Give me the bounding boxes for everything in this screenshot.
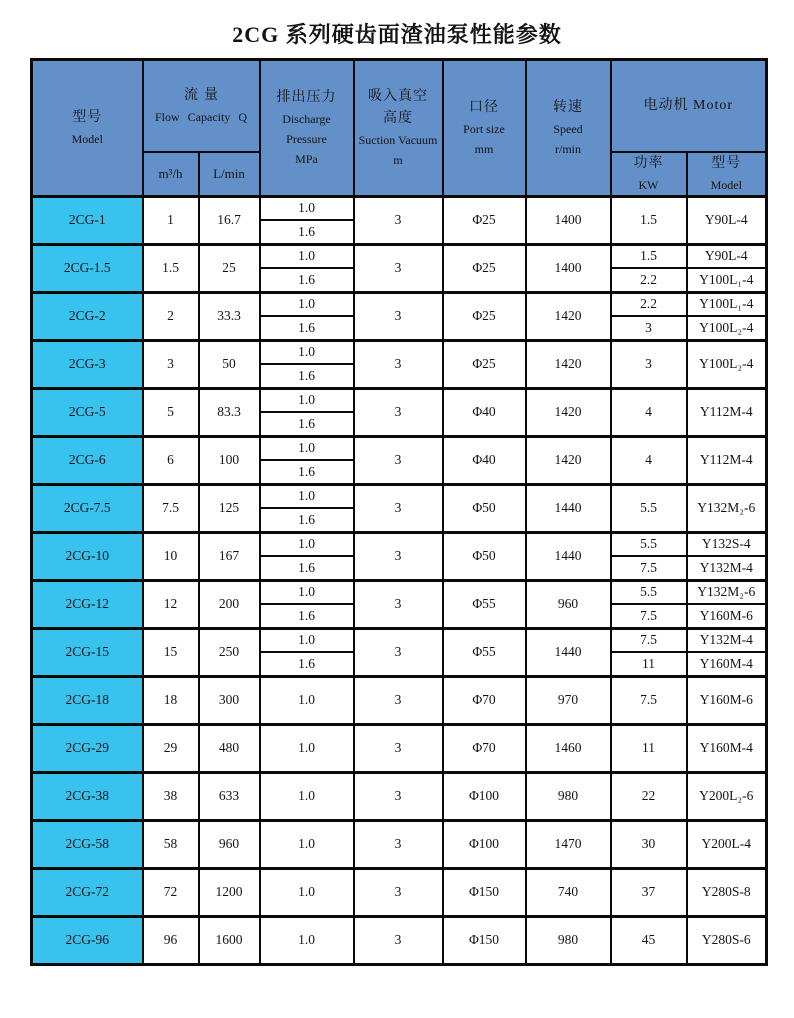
table-row xyxy=(32,388,767,412)
port-cell: Φ25 xyxy=(443,340,526,388)
pressure-cell: 1.0 xyxy=(260,292,354,316)
header-line: Port size xyxy=(463,121,505,136)
motor-model-cell: Y280S-8 xyxy=(687,868,767,916)
port-cell: Φ50 xyxy=(443,484,526,532)
model-cell: 2CG-96 xyxy=(32,916,143,964)
power-cell: 5.5 xyxy=(611,484,687,532)
power-cell: 37 xyxy=(611,868,687,916)
col-header-port-size xyxy=(443,60,526,197)
port-cell: Φ40 xyxy=(443,388,526,436)
col-header-motor-power xyxy=(611,152,687,197)
flow-lmin-cell: 167 xyxy=(199,532,260,580)
table-row xyxy=(32,340,767,364)
suction-cell: 3 xyxy=(354,436,443,484)
port-cell: Φ50 xyxy=(443,532,526,580)
flow-lmin-cell: 300 xyxy=(199,676,260,724)
pressure-cell: 1.0 xyxy=(260,868,354,916)
model-cell: 2CG-38 xyxy=(32,772,143,820)
model-cell: 2CG-3 xyxy=(32,340,143,388)
port-cell: Φ25 xyxy=(443,196,526,244)
flow-lmin-cell: 83.3 xyxy=(199,388,260,436)
power-cell: 3 xyxy=(611,340,687,388)
power-cell: 22 xyxy=(611,772,687,820)
speed-cell: 1400 xyxy=(526,196,611,244)
page-title: 2CG 系列硬齿面渣油泵性能参数 xyxy=(232,22,562,47)
speed-cell: 1420 xyxy=(526,340,611,388)
motor-model-cell: Y112M-4 xyxy=(687,436,767,484)
table-row xyxy=(32,532,767,556)
pressure-cell: 1.6 xyxy=(260,268,354,292)
flow-m3h-cell: 12 xyxy=(143,580,199,628)
col-header-discharge-pressure xyxy=(260,60,354,197)
power-cell: 4 xyxy=(611,436,687,484)
speed-cell: 1420 xyxy=(526,436,611,484)
pressure-cell: 1.0 xyxy=(260,436,354,460)
flow-m3h-cell: 38 xyxy=(143,772,199,820)
pressure-cell: 1.6 xyxy=(260,604,354,628)
pressure-cell: 1.0 xyxy=(260,676,354,724)
pump-performance-table xyxy=(30,58,768,966)
model-cell: 2CG-18 xyxy=(32,676,143,724)
model-cell: 2CG-29 xyxy=(32,724,143,772)
flow-m3h-cell: 6 xyxy=(143,436,199,484)
flow-lmin-cell: 125 xyxy=(199,484,260,532)
header-line: Model xyxy=(710,177,742,192)
port-cell: Φ25 xyxy=(443,292,526,340)
model-cell: 2CG-5 xyxy=(32,388,143,436)
flow-m3h-cell: 96 xyxy=(143,916,199,964)
port-cell: Φ55 xyxy=(443,628,526,676)
suction-cell: 3 xyxy=(354,916,443,964)
suction-cell: 3 xyxy=(354,724,443,772)
table-row xyxy=(32,868,767,916)
speed-cell: 1440 xyxy=(526,532,611,580)
header-line: 转速 xyxy=(553,99,583,115)
table-row xyxy=(32,676,767,724)
motor-model-cell: Y90L-4 xyxy=(687,244,767,268)
motor-model-cell: Y160M-6 xyxy=(687,676,767,724)
flow-lmin-cell: 50 xyxy=(199,340,260,388)
power-cell: 4 xyxy=(611,388,687,436)
pressure-cell: 1.0 xyxy=(260,820,354,868)
suction-cell: 3 xyxy=(354,244,443,292)
flow-m3h-cell: 5 xyxy=(143,388,199,436)
port-cell: Φ100 xyxy=(443,820,526,868)
header-line: Discharge xyxy=(282,111,331,126)
pressure-cell: 1.6 xyxy=(260,412,354,436)
flow-lmin-cell: 25 xyxy=(199,244,260,292)
model-cell: 2CG-10 xyxy=(32,532,143,580)
pressure-cell: 1.0 xyxy=(260,244,354,268)
pressure-cell: 1.6 xyxy=(260,652,354,676)
port-cell: Φ70 xyxy=(443,724,526,772)
table-header xyxy=(32,60,767,197)
table-row xyxy=(32,724,767,772)
flow-m3h-cell: 1.5 xyxy=(143,244,199,292)
power-cell: 45 xyxy=(611,916,687,964)
model-cell: 2CG-6 xyxy=(32,436,143,484)
header-line: mm xyxy=(474,141,494,156)
suction-cell: 3 xyxy=(354,868,443,916)
pressure-cell: 1.0 xyxy=(260,772,354,820)
pressure-cell: 1.0 xyxy=(260,628,354,652)
speed-cell: 1460 xyxy=(526,724,611,772)
pressure-cell: 1.0 xyxy=(260,724,354,772)
model-cell: 2CG-58 xyxy=(32,820,143,868)
power-cell: 1.5 xyxy=(611,196,687,244)
table-row xyxy=(32,292,767,316)
power-cell: 11 xyxy=(611,724,687,772)
pressure-cell: 1.0 xyxy=(260,532,354,556)
suction-cell: 3 xyxy=(354,772,443,820)
suction-cell: 3 xyxy=(354,340,443,388)
flow-m3h-cell: 7.5 xyxy=(143,484,199,532)
port-cell: Φ70 xyxy=(443,676,526,724)
power-cell: 2.2 xyxy=(611,268,687,292)
port-cell: Φ40 xyxy=(443,436,526,484)
power-cell: 5.5 xyxy=(611,532,687,556)
col-header-flow xyxy=(143,60,260,152)
header-line: Model xyxy=(71,131,103,146)
flow-m3h-cell: 1 xyxy=(143,196,199,244)
flow-m3h-cell: 3 xyxy=(143,340,199,388)
port-cell: Φ55 xyxy=(443,580,526,628)
port-cell: Φ100 xyxy=(443,772,526,820)
col-header-suction-vacuum xyxy=(354,60,443,197)
header-line: Flow Capacity Q xyxy=(155,109,247,124)
speed-cell: 1420 xyxy=(526,292,611,340)
table-row xyxy=(32,436,767,460)
power-cell: 7.5 xyxy=(611,628,687,652)
col-header-motor xyxy=(611,60,767,152)
flow-m3h-cell: 10 xyxy=(143,532,199,580)
flow-lmin-cell: 960 xyxy=(199,820,260,868)
motor-model-cell: Y200L₂-6 xyxy=(687,772,767,820)
suction-cell: 3 xyxy=(354,532,443,580)
speed-cell: 1470 xyxy=(526,820,611,868)
motor-model-cell: Y100L₁-4 xyxy=(687,268,767,292)
model-cell: 2CG-1.5 xyxy=(32,244,143,292)
flow-lmin-cell: 16.7 xyxy=(199,196,260,244)
header-line: 口径 xyxy=(469,99,499,115)
suction-cell: 3 xyxy=(354,484,443,532)
speed-cell: 970 xyxy=(526,676,611,724)
flow-m3h-cell: 29 xyxy=(143,724,199,772)
header-line: 流量 xyxy=(184,87,224,103)
motor-model-cell: Y132M₂-6 xyxy=(687,484,767,532)
motor-model-cell: Y132M-4 xyxy=(687,556,767,580)
flow-lmin-cell: 200 xyxy=(199,580,260,628)
flow-lmin-cell: 100 xyxy=(199,436,260,484)
table-body xyxy=(32,196,767,964)
header-line: 高度 xyxy=(383,110,413,126)
speed-cell: 1420 xyxy=(526,388,611,436)
header-line: m³/h xyxy=(158,165,183,181)
header-line: 型号 xyxy=(711,155,742,171)
pressure-cell: 1.0 xyxy=(260,484,354,508)
model-cell: 2CG-72 xyxy=(32,868,143,916)
motor-model-cell: Y280S-6 xyxy=(687,916,767,964)
port-cell: Φ150 xyxy=(443,916,526,964)
motor-model-cell: Y100L₂-4 xyxy=(687,316,767,340)
power-cell: 7.5 xyxy=(611,604,687,628)
flow-m3h-cell: 15 xyxy=(143,628,199,676)
flow-m3h-cell: 72 xyxy=(143,868,199,916)
flow-lmin-cell: 633 xyxy=(199,772,260,820)
flow-m3h-cell: 58 xyxy=(143,820,199,868)
pressure-cell: 1.6 xyxy=(260,460,354,484)
model-cell: 2CG-1 xyxy=(32,196,143,244)
header-line: m xyxy=(393,152,403,167)
pressure-cell: 1.6 xyxy=(260,316,354,340)
power-cell: 30 xyxy=(611,820,687,868)
motor-model-cell: Y132S-4 xyxy=(687,532,767,556)
motor-model-cell: Y100L₂-4 xyxy=(687,340,767,388)
suction-cell: 3 xyxy=(354,388,443,436)
flow-lmin-cell: 250 xyxy=(199,628,260,676)
model-cell: 2CG-12 xyxy=(32,580,143,628)
header-line: Suction Vacuum xyxy=(358,132,438,147)
power-cell: 7.5 xyxy=(611,556,687,580)
power-cell: 3 xyxy=(611,316,687,340)
col-header-speed xyxy=(526,60,611,197)
speed-cell: 740 xyxy=(526,868,611,916)
motor-model-cell: Y200L-4 xyxy=(687,820,767,868)
header-line: L/min xyxy=(213,165,245,181)
motor-model-cell: Y160M-4 xyxy=(687,724,767,772)
flow-m3h-cell: 18 xyxy=(143,676,199,724)
speed-cell: 1400 xyxy=(526,244,611,292)
col-header-flow-m3h xyxy=(143,152,199,197)
header-line: 排出压力 xyxy=(276,89,337,105)
col-header-pump-model xyxy=(32,60,143,197)
header-line: 型号 xyxy=(72,109,103,125)
speed-cell: 1440 xyxy=(526,628,611,676)
power-cell: 7.5 xyxy=(611,676,687,724)
pressure-cell: 1.6 xyxy=(260,556,354,580)
suction-cell: 3 xyxy=(354,820,443,868)
port-cell: Φ150 xyxy=(443,868,526,916)
header-line: KW xyxy=(638,177,659,192)
suction-cell: 3 xyxy=(354,580,443,628)
table-row xyxy=(32,484,767,508)
header-line: 电动机 Motor xyxy=(643,97,733,113)
table-row xyxy=(32,628,767,652)
speed-cell: 960 xyxy=(526,580,611,628)
model-cell: 2CG-15 xyxy=(32,628,143,676)
suction-cell: 3 xyxy=(354,676,443,724)
suction-cell: 3 xyxy=(354,196,443,244)
header-line: Pressure xyxy=(286,131,327,146)
power-cell: 11 xyxy=(611,652,687,676)
header-line: MPa xyxy=(295,151,318,166)
motor-model-cell: Y112M-4 xyxy=(687,388,767,436)
flow-m3h-cell: 2 xyxy=(143,292,199,340)
speed-cell: 980 xyxy=(526,772,611,820)
suction-cell: 3 xyxy=(354,292,443,340)
power-cell: 5.5 xyxy=(611,580,687,604)
table-row xyxy=(32,772,767,820)
model-cell: 2CG-7.5 xyxy=(32,484,143,532)
motor-model-cell: Y132M₂-6 xyxy=(687,580,767,604)
motor-model-cell: Y100L₁-4 xyxy=(687,292,767,316)
flow-lmin-cell: 480 xyxy=(199,724,260,772)
col-header-flow-lmin xyxy=(199,152,260,197)
flow-lmin-cell: 1200 xyxy=(199,868,260,916)
pressure-cell: 1.0 xyxy=(260,580,354,604)
table-row xyxy=(32,580,767,604)
table-row xyxy=(32,196,767,220)
pressure-cell: 1.0 xyxy=(260,340,354,364)
speed-cell: 980 xyxy=(526,916,611,964)
header-line: 吸入真空 xyxy=(368,88,428,104)
table-row xyxy=(32,916,767,964)
pressure-cell: 1.6 xyxy=(260,364,354,388)
header-line: Speed xyxy=(553,121,583,136)
flow-lmin-cell: 33.3 xyxy=(199,292,260,340)
power-cell: 1.5 xyxy=(611,244,687,268)
flow-lmin-cell: 1600 xyxy=(199,916,260,964)
motor-model-cell: Y132M-4 xyxy=(687,628,767,652)
table-row xyxy=(32,820,767,868)
motor-model-cell: Y90L-4 xyxy=(687,196,767,244)
motor-model-cell: Y160M-6 xyxy=(687,604,767,628)
pressure-cell: 1.0 xyxy=(260,388,354,412)
suction-cell: 3 xyxy=(354,628,443,676)
pressure-cell: 1.0 xyxy=(260,916,354,964)
port-cell: Φ25 xyxy=(443,244,526,292)
motor-model-cell: Y160M-4 xyxy=(687,652,767,676)
col-header-motor-model xyxy=(687,152,767,197)
header-line: 功率 xyxy=(633,155,664,171)
speed-cell: 1440 xyxy=(526,484,611,532)
pressure-cell: 1.6 xyxy=(260,220,354,244)
model-cell: 2CG-2 xyxy=(32,292,143,340)
pressure-cell: 1.6 xyxy=(260,508,354,532)
table-row xyxy=(32,244,767,268)
power-cell: 2.2 xyxy=(611,292,687,316)
header-line: r/min xyxy=(555,141,581,156)
pressure-cell: 1.0 xyxy=(260,196,354,220)
